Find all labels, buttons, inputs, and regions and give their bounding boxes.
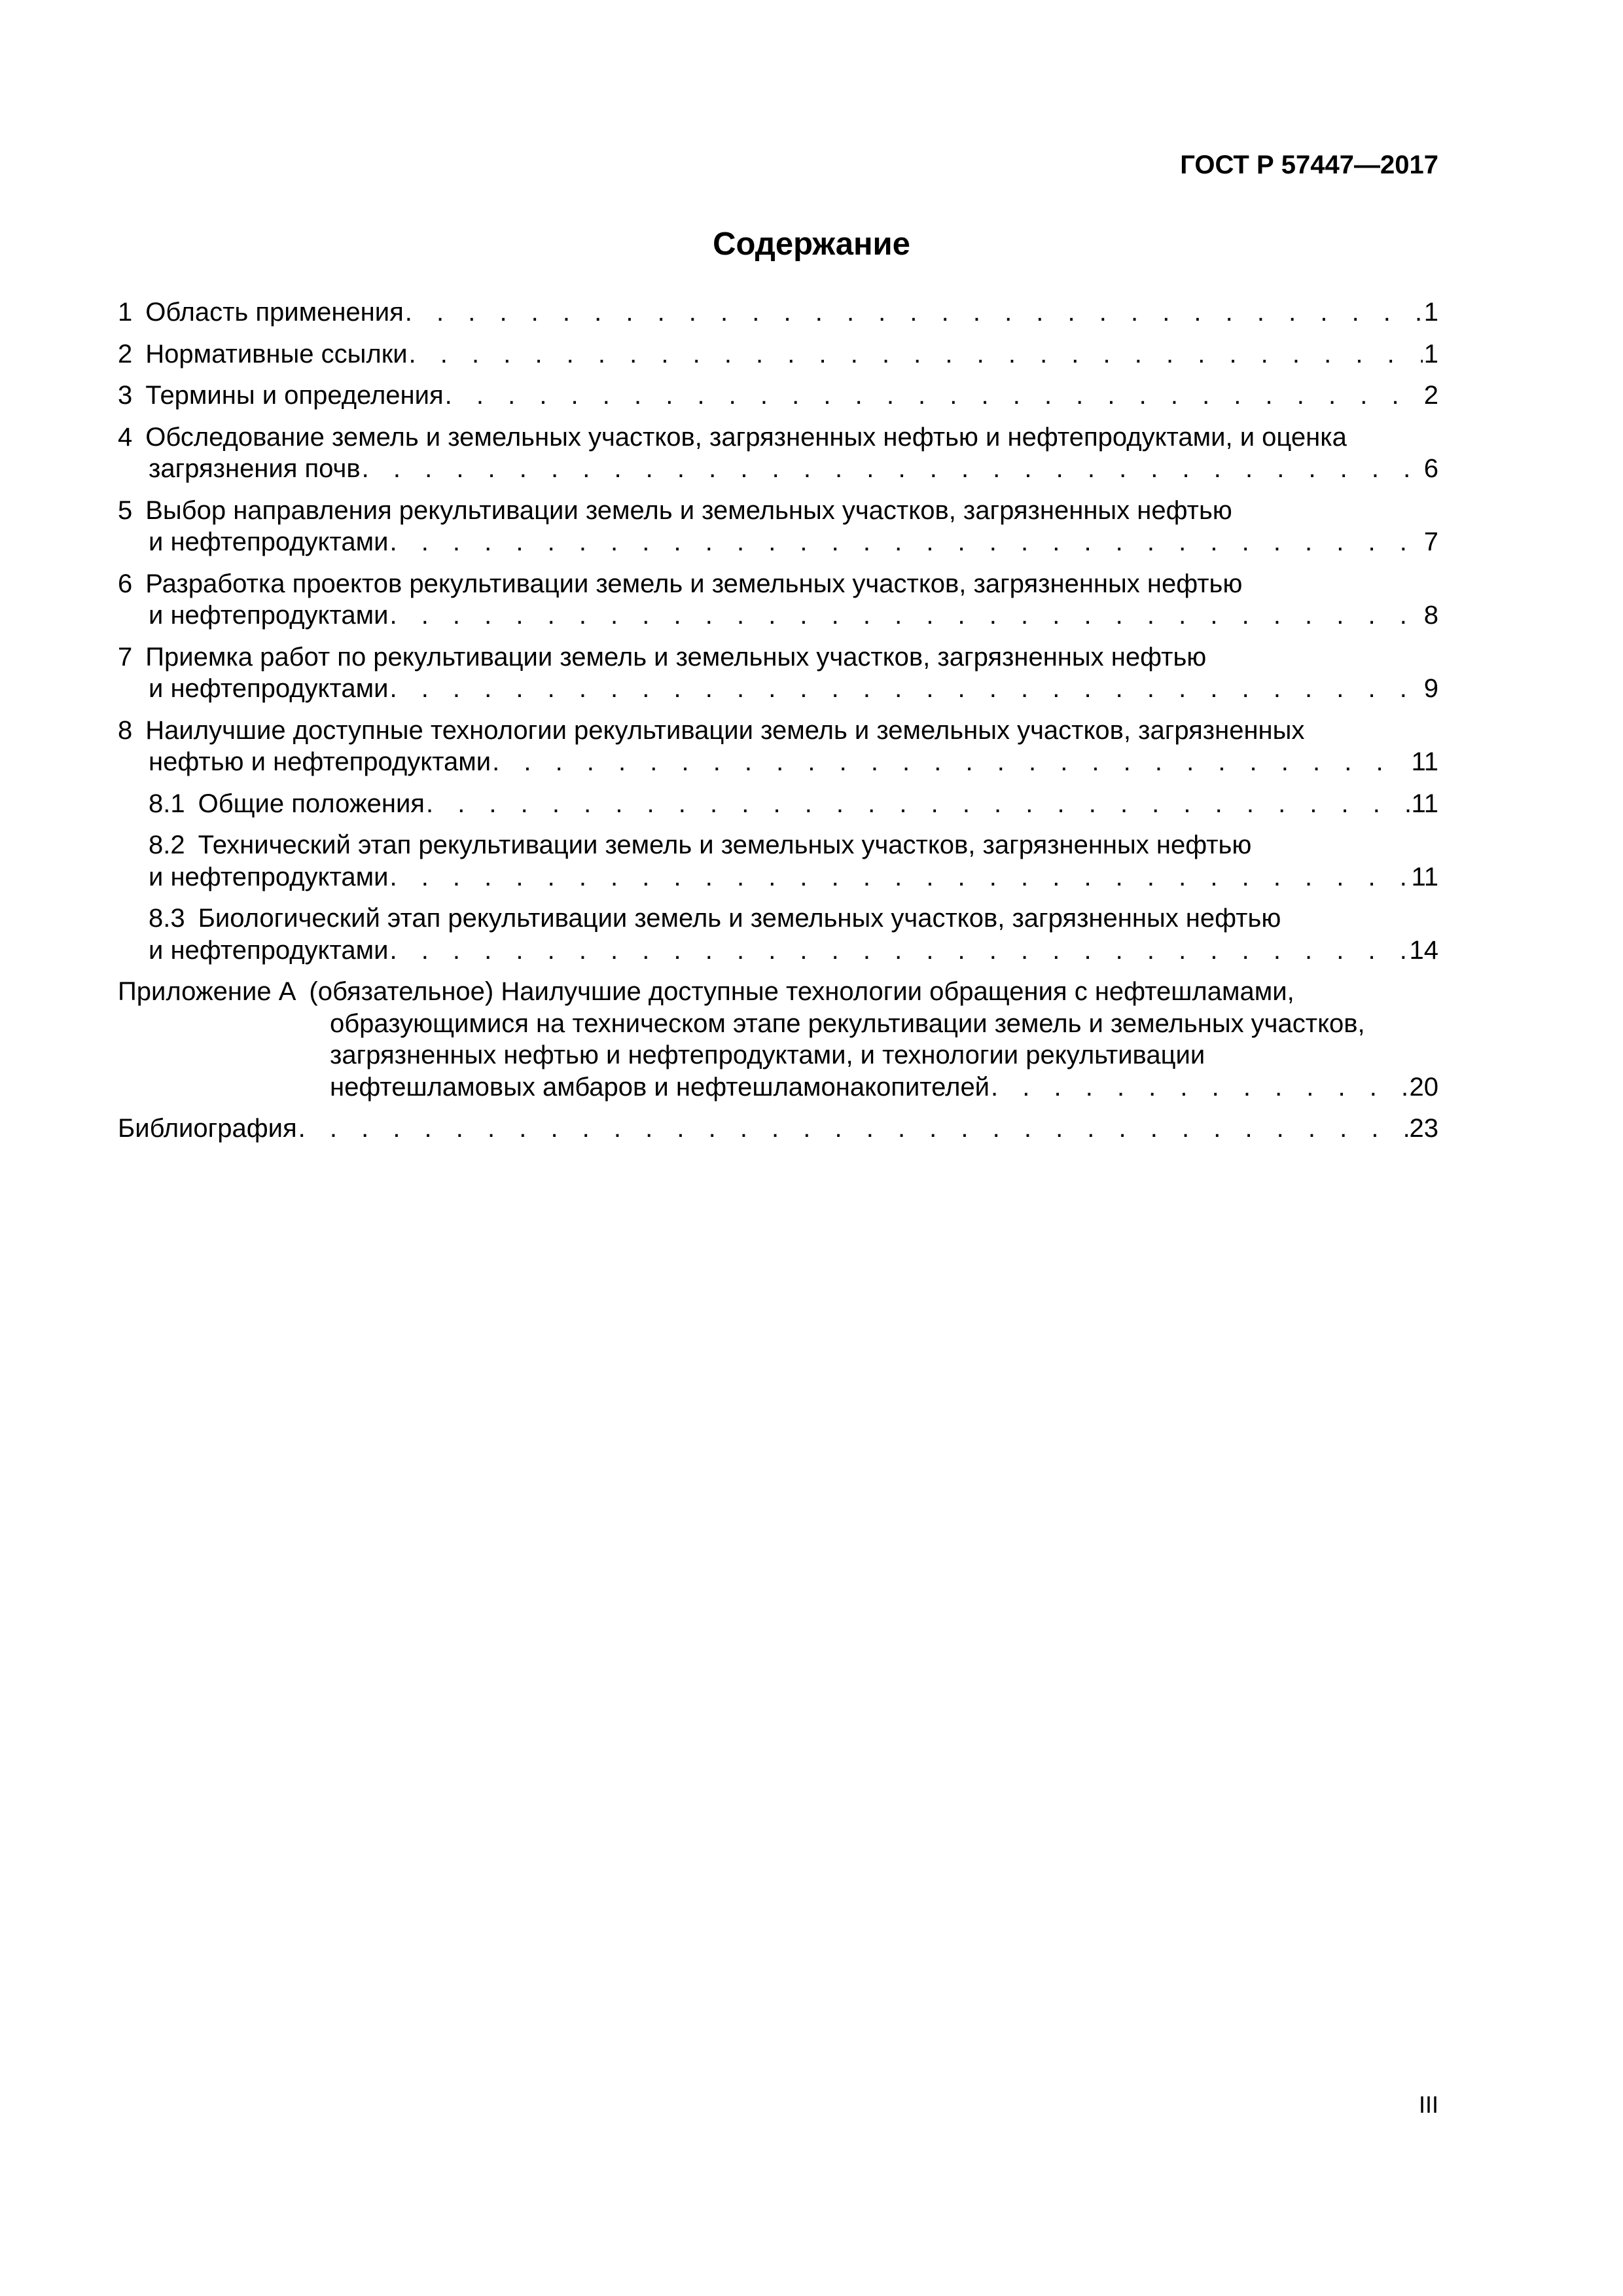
toc-entry-number: 7 xyxy=(118,642,133,672)
toc-entry-number: 8.3 xyxy=(149,904,185,933)
toc-entry-7[interactable] xyxy=(118,641,1438,705)
toc-entry-title-continuation: нефтью и нефтепродуктами xyxy=(149,747,491,776)
toc-entry-number: 4 xyxy=(118,422,133,452)
toc-entry-title-continuation: образующимися на техническом этапе рекультивации земель и земельных участков, xyxy=(330,1009,1365,1038)
dot-leader xyxy=(389,673,1422,705)
toc-entry-page: 11 xyxy=(1411,862,1438,891)
dot-leader xyxy=(426,788,1410,820)
dot-leader xyxy=(389,526,1422,558)
toc-entry-1[interactable] xyxy=(118,296,1438,329)
toc-entry-page: 1 xyxy=(1423,298,1438,327)
dot-leader xyxy=(405,296,1423,329)
dot-leader xyxy=(492,746,1410,778)
toc-entry-page: 8 xyxy=(1423,601,1438,630)
toc-entry-number: 8.2 xyxy=(149,831,185,859)
toc-entry-title: Разработка проектов рекультивации земель и земельных участков, загрязненных нефтью xyxy=(145,569,1243,598)
toc-entry-title: Область применения xyxy=(145,298,404,327)
toc-entry-page: 20 xyxy=(1409,1072,1438,1102)
toc-entry-2[interactable] xyxy=(118,338,1438,370)
dot-leader xyxy=(389,935,1408,967)
toc-entry-title-continuation: и нефтепродуктами xyxy=(149,674,389,703)
toc-entry-number: 3 xyxy=(118,381,133,410)
toc-entry-title: Технический этап рекультивации земель и земельных участков, загрязненных нефтью xyxy=(198,831,1252,859)
toc-entry-number: 1 xyxy=(118,298,133,327)
toc-entry-title: Нормативные ссылки xyxy=(145,339,408,368)
toc-entry-title: Термины и определения xyxy=(145,381,444,410)
toc-entry-6[interactable] xyxy=(118,568,1438,632)
dot-leader xyxy=(389,861,1410,893)
toc-entry-page: 11 xyxy=(1411,747,1438,776)
toc-entry-title-continuation: нефтешламовых амбаров и нефтешламонакопителей xyxy=(330,1072,990,1102)
toc-entry-title: Обследование земель и земельных участков, загрязненных нефтью и нефтепродуктами, и оценка xyxy=(145,422,1347,452)
toc-entry-5[interactable] xyxy=(118,495,1438,558)
toc-entry-title: Выбор направления рекультивации земель и земельных участков, загрязненных нефтью xyxy=(145,495,1232,525)
toc-entry-number: 2 xyxy=(118,339,133,368)
toc-entry-page: 14 xyxy=(1409,935,1438,965)
toc-entry-page: 9 xyxy=(1423,674,1438,703)
toc-entry-4[interactable] xyxy=(118,422,1438,485)
dot-leader xyxy=(445,380,1423,412)
toc-entry-title-continuation: загрязненных нефтью и нефтепродуктами, и технологии рекультивации xyxy=(330,1041,1205,1069)
page-number: III xyxy=(1418,2091,1438,2118)
toc-entry-8[interactable] xyxy=(118,715,1438,778)
toc-entry-3[interactable] xyxy=(118,380,1438,412)
dot-leader xyxy=(298,1113,1408,1145)
toc-entry-title-continuation: загрязнения почв xyxy=(149,454,361,483)
toc-entry-page: 7 xyxy=(1423,528,1438,556)
toc-entry-title-continuation: и нефтепродуктами xyxy=(149,528,389,556)
toc-entry-title: Приемка работ по рекультивации земель и земельных участков, загрязненных нефтью xyxy=(145,642,1207,672)
toc-entry-title-continuation: и нефтепродуктами xyxy=(149,862,389,891)
toc-entry-page: 23 xyxy=(1409,1114,1438,1143)
toc-entry-8-1[interactable] xyxy=(118,788,1438,820)
dot-leader xyxy=(362,453,1423,485)
toc-entry-number: 8.1 xyxy=(149,789,185,818)
toc-entry-title: (обязательное) Наилучшие доступные технологии обращения с нефтешламами, xyxy=(309,977,1294,1006)
toc-entry-title: Биологический этап рекультивации земель и земельных участков, загрязненных нефтью xyxy=(198,904,1281,933)
toc-entry-bibliography[interactable] xyxy=(118,1113,1438,1145)
dot-leader xyxy=(389,600,1422,632)
toc-entry-appendix-a[interactable] xyxy=(118,976,1438,1103)
toc-entry-page: 1 xyxy=(1423,339,1438,368)
toc-entry-title: Библиография xyxy=(118,1114,297,1143)
dot-leader xyxy=(991,1071,1408,1103)
toc-entry-page: 2 xyxy=(1423,381,1438,410)
toc-entry-8-2[interactable] xyxy=(118,829,1438,893)
table-of-contents xyxy=(118,296,1438,1155)
document-code: ГОСТ Р 57447—2017 xyxy=(1180,151,1438,179)
toc-entry-page: 11 xyxy=(1411,789,1438,818)
toc-entry-title-continuation: и нефтепродуктами xyxy=(149,601,389,630)
toc-title: Содержание xyxy=(713,226,910,262)
toc-entry-8-3[interactable] xyxy=(118,903,1438,966)
toc-entry-number: 6 xyxy=(118,569,133,598)
dot-leader xyxy=(409,338,1423,370)
toc-entry-number: 8 xyxy=(118,715,133,745)
appendix-label: Приложение А xyxy=(118,977,296,1006)
toc-entry-number: 5 xyxy=(118,495,133,525)
toc-entry-page: 6 xyxy=(1423,454,1438,483)
toc-entry-title: Наилучшие доступные технологии рекультивации земель и земельных участков, загрязненных xyxy=(145,715,1305,745)
toc-entry-title: Общие положения xyxy=(198,789,425,818)
toc-entry-title-continuation: и нефтепродуктами xyxy=(149,935,389,965)
